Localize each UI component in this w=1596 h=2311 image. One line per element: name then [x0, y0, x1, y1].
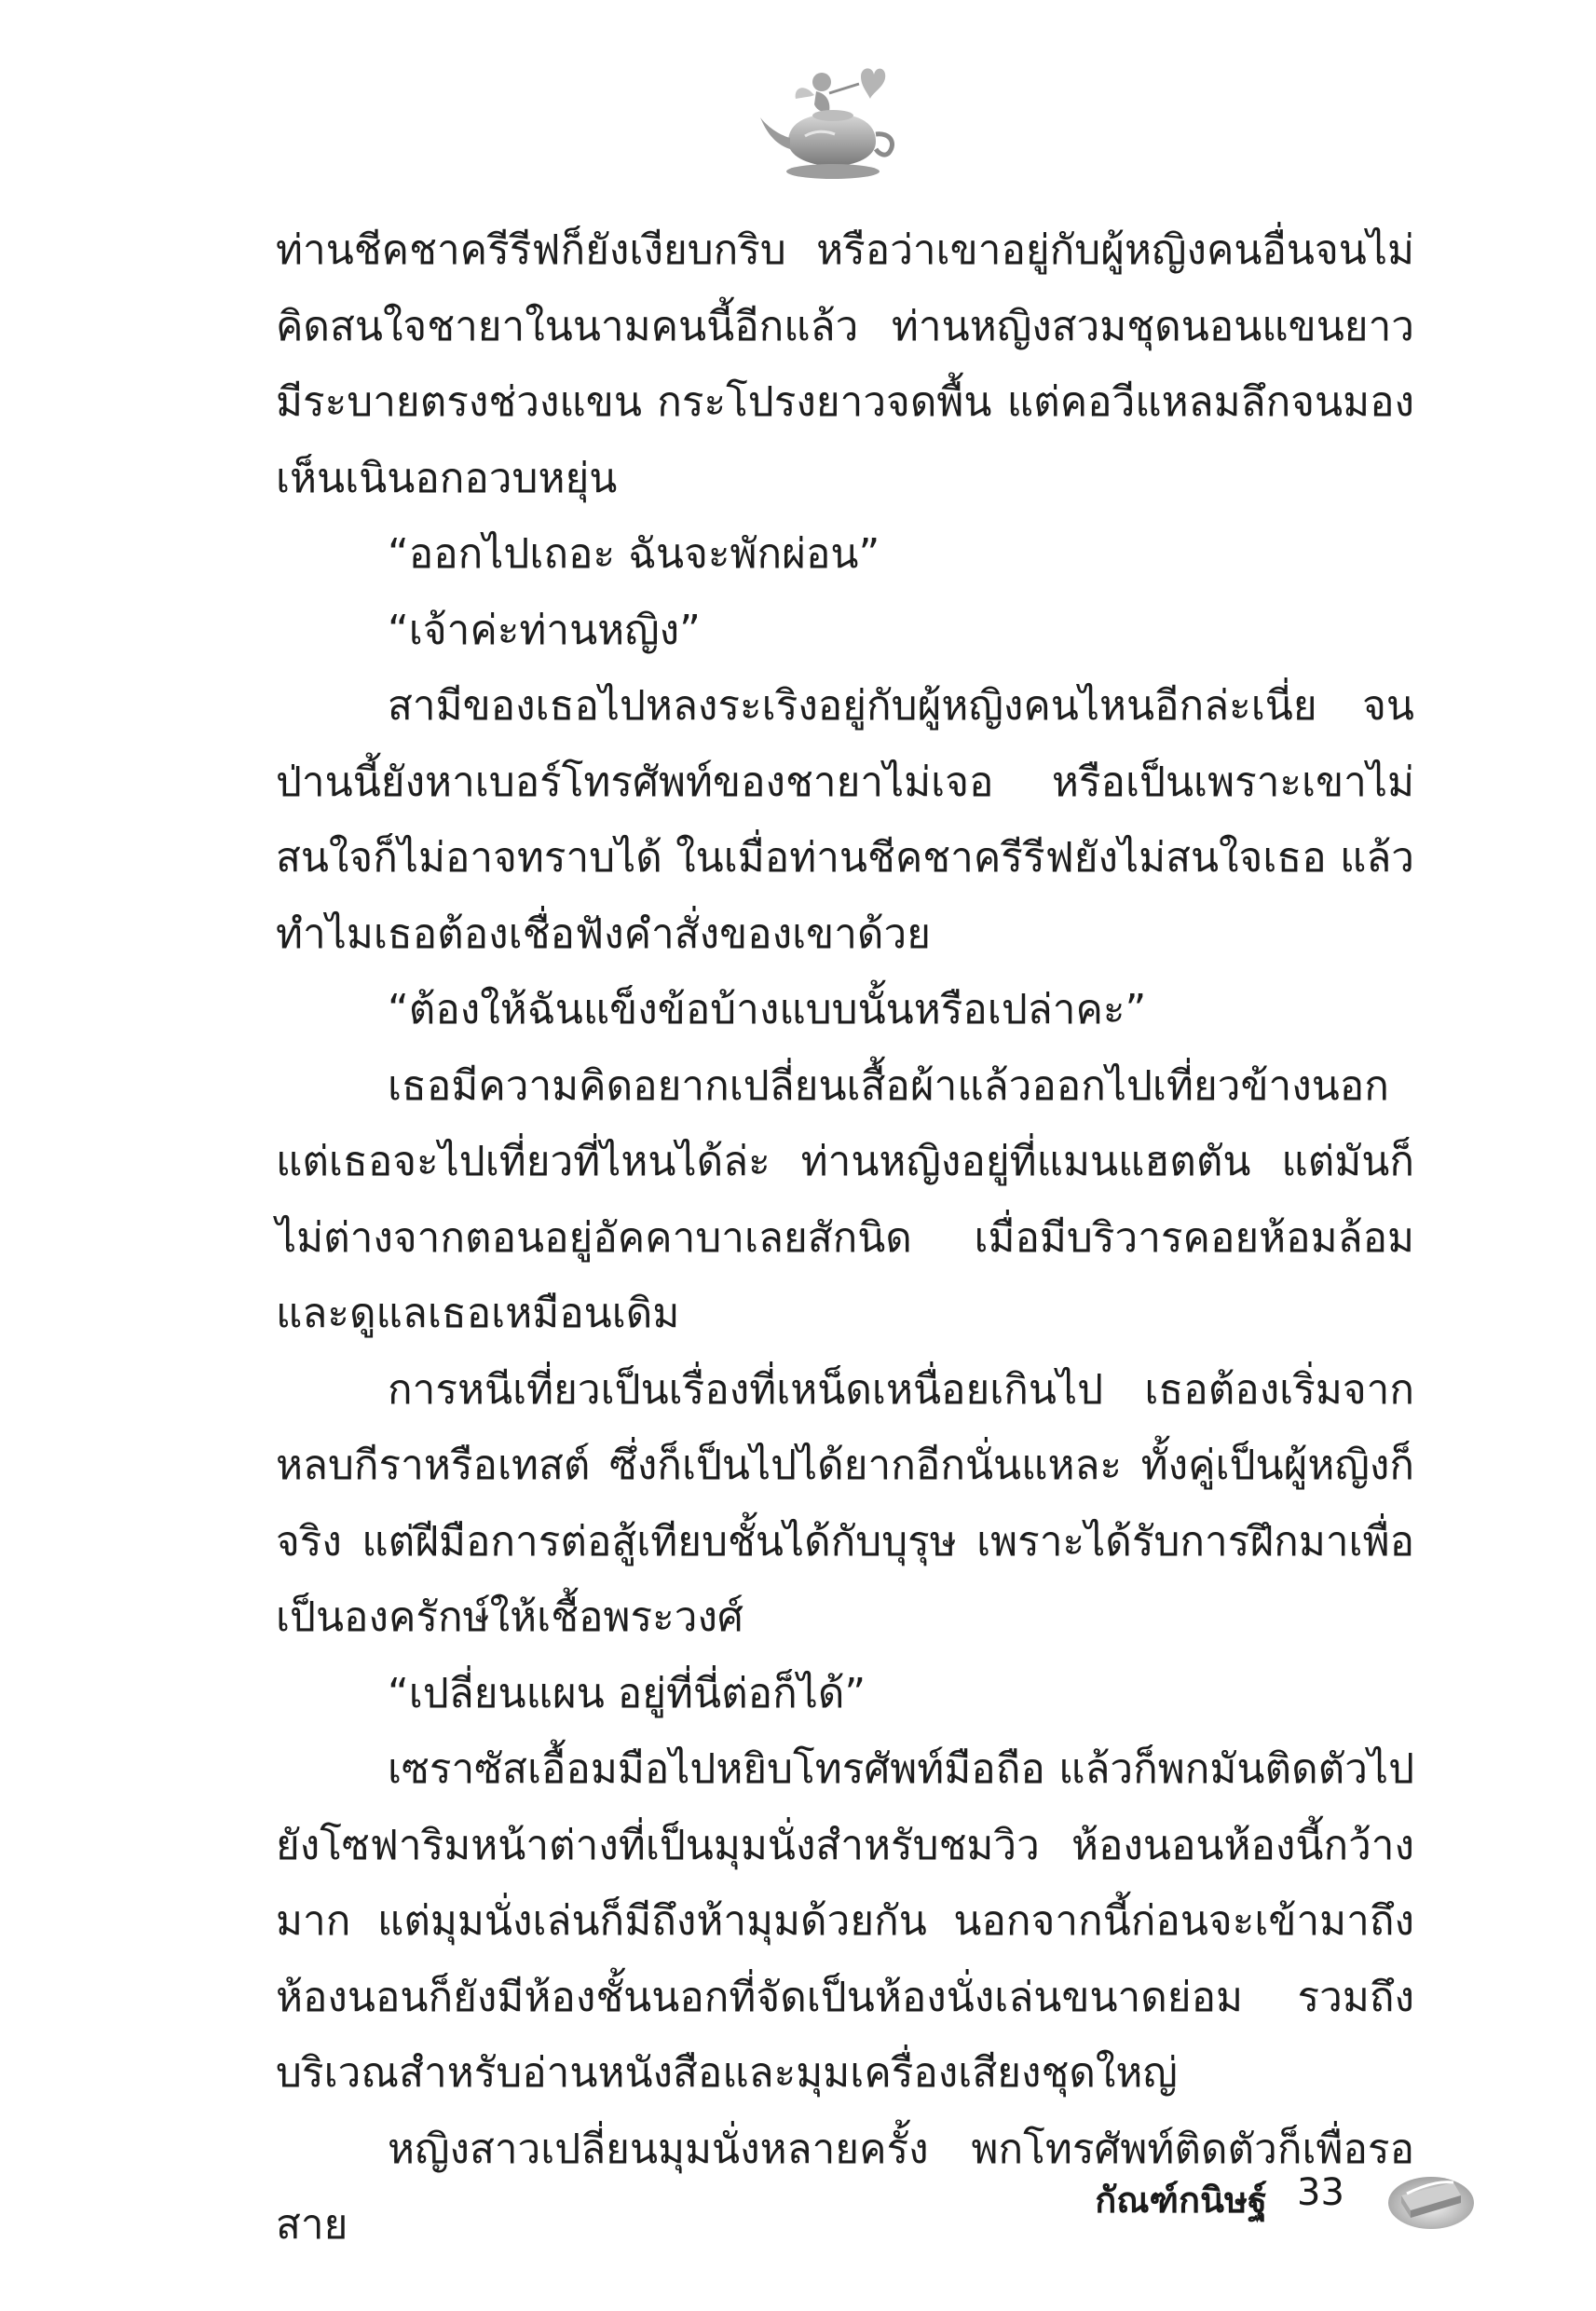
page-footer	[1095, 2158, 1491, 2242]
paragraph: เธอมีความคิดอยากเปลี่ยนเสื้อผ้าแล้วออกไปเที่ยวข้างนอก แต่เธอจะไปเที่ยวที่ไหนได้ล่ะ ท่านหญิงอยู่ที่แมนแฮตตัน แต่มันก็ไม่ต่างจากตอนอยู่อัคคาบาเลยสักนิด เมื่อมีบริวารคอยห้อมล้อมและดูแลเธอเหมือนเดิม	[276, 1061, 1414, 1337]
book-title: กัณฑ์กนิษฐ์	[1095, 2180, 1267, 2221]
page-number: 33	[1297, 2171, 1344, 2214]
cupid-teapot-icon	[757, 56, 906, 186]
paragraph: เซราซัสเอื้อมมือไปหยิบโทรศัพท์มือถือ แล้วก็พกมันติดตัวไปยังโซฟาริมหน้าต่างที่เป็นมุมนั่งสำหรับชมวิว ห้องนอนห้องนี้กว้างมาก แต่มุมนั่งเล่นก็มีถึงห้ามุมด้วยกัน นอกจากนี้ก่อนจะเข้ามาถึงห้องนอนก็ยังมีห้องชั้นนอกที่จัดเป็นห้องนั่งเล่นขนาดย่อม รวมถึงบริเวณสำหรับอ่านหนังสือและมุมเครื่องเสียงชุดใหญ่	[276, 1745, 1414, 2097]
paragraph: “เปลี่ยนแผน อยู่ที่นี่ต่อก็ได้”	[388, 1669, 866, 1717]
paragraph: ท่านชีคชาครีรีฟก็ยังเงียบกริบ หรือว่าเขาอยู่กับผู้หญิงคนอื่นจนไม่คิดสนใจชายาในนามคนนี้อีกแล้ว ท่านหญิงสวมชุดนอนแขนยาวมีระบายตรงช่วงแขน กระโปรงยาวจดพื้น แต่คอวีแหลมลึกจนมองเห็นเนินอกอวบหยุ่น	[276, 226, 1414, 502]
paragraph: “เจ้าค่ะท่านหญิง”	[388, 606, 701, 654]
paragraph: การหนีเที่ยวเป็นเรื่องที่เหน็ดเหนื่อยเกินไป เธอต้องเริ่มจากหลบกีราหรือเทสต์ ซึ่งก็เป็นไปได้ยากอีกนั่นแหละ ทั้งคู่เป็นผู้หญิงก็จริง แต่ฝีมือการต่อสู้เทียบชั้นได้กับบุรุษ เพราะได้รับการฝึกมาเพื่อเป็นองครักษ์ให้เชื้อพระวงศ์	[276, 1365, 1414, 1641]
paragraph: หญิงสาวเปลี่ยนมุมนั่งหลายครั้ง พกโทรศัพท์ติดตัวก็เพื่อรอสาย	[276, 2125, 1414, 2249]
paragraph: สามีของเธอไปหลงระเริงอยู่กับผู้หญิงคนไหนอีกล่ะเนี่ย จนป่านนี้ยังหาเบอร์โทรศัพท์ของชายาไม่เจอ หรือเป็นเพราะเขาไม่สนใจก็ไม่อาจทราบได้ ในเมื่อท่านชีคชาครีรีฟยังไม่สนใจเธอ แล้วทำไมเธอต้องเชื่อฟังคำสั่งของเขาด้วย	[276, 682, 1414, 958]
paragraph: “ออกไปเถอะ ฉันจะพักผ่อน”	[388, 530, 880, 578]
cake-slice-icon	[1385, 2158, 1478, 2233]
paragraph: “ต้องให้ฉันแข็งข้อบ้างแบบนั้นหรือเปล่าคะ”	[388, 986, 1147, 1033]
body-text	[276, 212, 1414, 2263]
